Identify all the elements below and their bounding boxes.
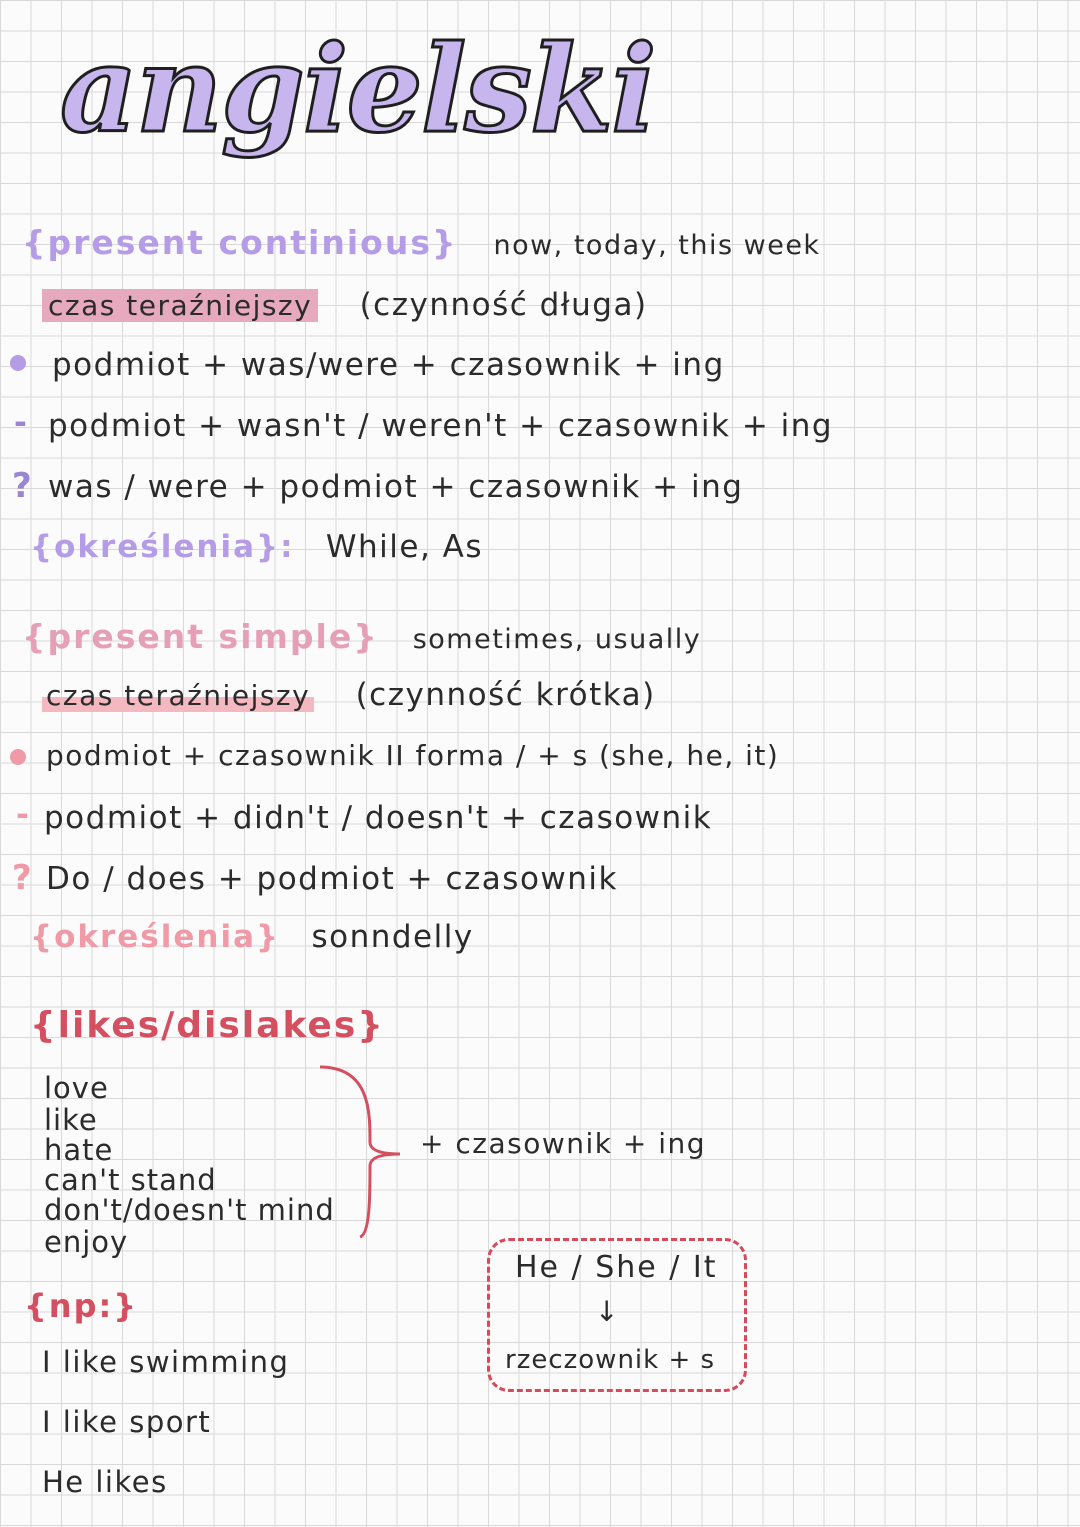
example-item: I like sport xyxy=(42,1405,212,1439)
simple-header xyxy=(22,617,702,656)
list-item: hate xyxy=(44,1133,114,1167)
negative-marker: - xyxy=(14,405,29,441)
continuous-question: was / were + podmiot + czasownik + ing xyxy=(48,469,744,505)
list-item: don't/doesn't mind xyxy=(44,1193,335,1227)
continuous-negative: podmiot + wasn't / weren't + czasownik + ing xyxy=(48,408,834,444)
continuous-markers-value: While, As xyxy=(325,529,484,565)
question-marker: ? xyxy=(12,858,32,898)
list-item: can't stand xyxy=(44,1163,217,1197)
continuous-time-words: now, today, this week xyxy=(493,230,821,261)
simple-subtitle xyxy=(42,677,656,713)
likes-heading-text: {likes/dislakes} xyxy=(30,1005,385,1046)
list-item: like xyxy=(44,1103,98,1137)
curly-brace-icon xyxy=(310,1062,410,1242)
example-label xyxy=(24,1287,139,1325)
continuous-markers-label: {określenia}: xyxy=(30,529,295,565)
simple-positive: podmiot + czasownik II forma / + s (she, he, it) xyxy=(46,739,780,772)
simple-question: Do / does + podmiot + czasownik xyxy=(46,861,618,897)
example-item: He likes xyxy=(42,1465,168,1499)
simple-markers xyxy=(30,919,474,955)
continuous-subtitle xyxy=(42,287,648,323)
likes-rule: + czasownik + ing xyxy=(420,1127,707,1160)
continuous-positive: podmiot + was/were + czasownik + ing xyxy=(52,347,725,383)
continuous-heading: {present continious} xyxy=(22,223,458,262)
likes-heading xyxy=(30,1005,385,1046)
simple-markers-label: {określenia} xyxy=(30,919,281,955)
list-item: enjoy xyxy=(44,1225,129,1259)
question-marker: ? xyxy=(12,466,32,506)
list-item: love xyxy=(44,1071,109,1105)
example-item: I like swimming xyxy=(42,1345,290,1379)
example-label-text: {np:} xyxy=(24,1287,139,1325)
box-noun-rule: rzeczownik + s xyxy=(505,1345,716,1375)
negative-marker: - xyxy=(16,797,31,833)
simple-time-words: sometimes, usually xyxy=(412,624,702,655)
simple-subtitle-rest: (czynność krótka) xyxy=(355,677,656,713)
simple-heading: {present simple} xyxy=(22,617,379,656)
arrow-down-icon: ↓ xyxy=(595,1295,619,1328)
simple-subtitle-highlight: czas teraźniejszy xyxy=(42,679,314,712)
page-title: angielski xyxy=(60,19,655,160)
positive-bullet xyxy=(10,749,26,765)
box-subject: He / She / It xyxy=(515,1250,718,1285)
continuous-header xyxy=(22,223,821,262)
positive-bullet xyxy=(10,355,26,371)
continuous-subtitle-rest: (czynność długa) xyxy=(359,287,648,323)
simple-markers-value: sonndelly xyxy=(311,919,474,955)
continuous-markers xyxy=(30,529,484,565)
continuous-subtitle-highlight: czas teraźniejszy xyxy=(42,289,318,322)
simple-negative: podmiot + didn't / doesn't + czasownik xyxy=(44,800,713,836)
